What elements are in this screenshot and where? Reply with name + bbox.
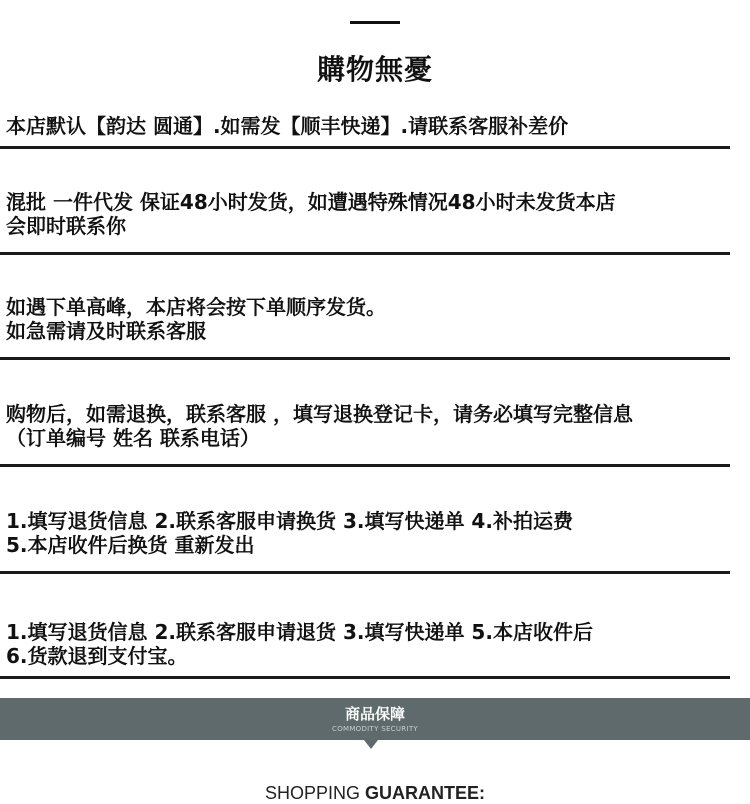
notice-order-peak — [6, 295, 746, 343]
notice-line: 如遇下单高峰，本店将会按下单顺序发货。 — [6, 295, 386, 319]
section-divider — [0, 571, 730, 574]
notice-exchange-steps — [6, 509, 746, 557]
top-decorative-rule — [350, 21, 400, 24]
notice-line: 1.填写退货信息 2.联系客服申请退货 3.填写快递单 5.本店收件后 — [6, 620, 593, 644]
notice-line: （订单编号 姓名 联系电话） — [6, 426, 260, 450]
notice-refund-steps — [6, 620, 746, 668]
page-title: 購物無憂 — [316, 53, 433, 86]
notice-line: 本店默认【韵达 圆通】.如需发【顺丰快递】.请联系客服补差价 — [6, 114, 569, 138]
notice-line: 5.本店收件后换货 重新发出 — [6, 533, 255, 557]
notice-line: 6.货款退到支付宝。 — [6, 644, 188, 668]
notice-return-exchange-card — [6, 402, 746, 450]
section-divider — [0, 252, 730, 255]
notice-line: 会即时联系你 — [6, 214, 126, 238]
notice-line: 如急需请及时联系客服 — [6, 319, 206, 343]
shopping-guarantee-heading — [0, 782, 750, 804]
section-divider — [0, 357, 730, 360]
guarantee-emphasis: GUARANTEE: — [365, 783, 486, 803]
notice-dispatch-time — [6, 190, 746, 238]
notice-shipping-courier — [6, 114, 746, 138]
notice-line: 混批 一件代发 保证48小时发货，如遭遇特殊情况48小时未发货本店 — [6, 190, 616, 214]
section-divider — [0, 676, 730, 679]
banner-subtitle: COMMODITY SECURITY — [332, 725, 418, 733]
section-divider — [0, 146, 730, 149]
notice-line: 购物后，如需退换，联系客服 ，填写退换登记卡，请务必填写完整信息 — [6, 402, 633, 426]
banner-pointer-icon — [364, 740, 378, 749]
banner-title: 商品保障 — [344, 705, 405, 723]
section-divider — [0, 464, 730, 467]
notice-line: 1.填写退货信息 2.联系客服申请换货 3.填写快递单 4.补拍运费 — [6, 509, 573, 533]
commodity-security-banner — [0, 698, 750, 740]
guarantee-prefix: SHOPPING — [264, 783, 366, 803]
